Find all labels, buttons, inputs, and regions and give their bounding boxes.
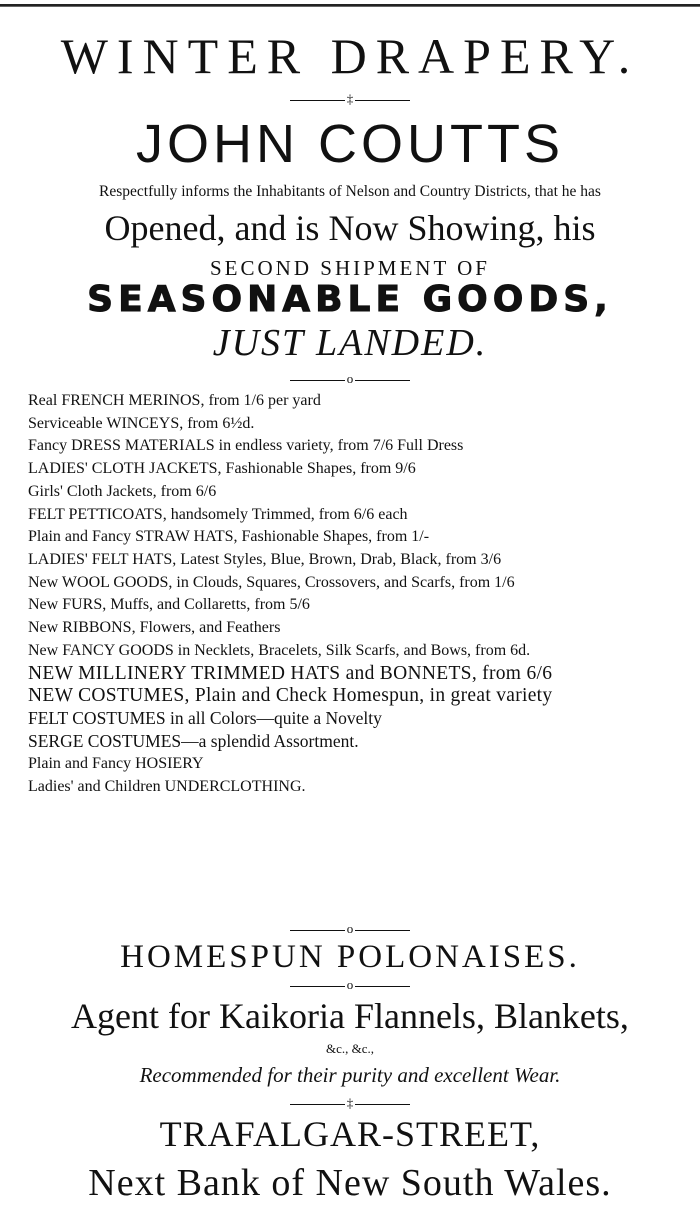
etc-text: &c., &c., <box>325 1041 374 1056</box>
ornament-divider: o <box>0 976 700 994</box>
list-item: NEW MILLINERY TRIMMED HATS and BONNETS, from 6/6 <box>28 663 553 685</box>
list-item: New RIBBONS, Flowers, and Feathers <box>28 619 281 637</box>
agent-heading: Agent for Kaikoria Flannels, Blankets, <box>71 996 629 1036</box>
list-item: Plain and Fancy STRAW HATS, Fashionable Shapes, from 1/- <box>28 528 430 546</box>
recommended-text: Recommended for their purity and excellent Wear. <box>139 1063 561 1087</box>
goods-list <box>28 390 696 799</box>
intro-text: Respectfully informs the Inhabitants of Nelson and Country Districts, that he has <box>99 183 601 200</box>
list-item: Ladies' and Children UNDERCLOTHING. <box>28 778 306 796</box>
list-item: New WOOL GOODS, in Clouds, Squares, Crossovers, and Scarfs, from 1/6 <box>28 573 515 591</box>
top-border <box>0 4 700 7</box>
list-item: New FURS, Muffs, and Collaretts, from 5/6 <box>28 596 310 614</box>
ornament-divider: o <box>0 370 700 388</box>
list-item: NEW COSTUMES, Plain and Check Homespun, in great variety <box>28 685 553 707</box>
opened-heading: Opened, and is Now Showing, his <box>104 208 596 248</box>
list-item: FELT PETTICOATS, handsomely Trimmed, from 6/6 each <box>28 505 408 523</box>
list-item: New FANCY GOODS in Necklets, Bracelets, Silk Scarfs, and Bows, from 6d. <box>28 641 531 659</box>
just-landed-heading: JUST LANDED. <box>212 322 488 364</box>
advert-title: WINTER DRAPERY. <box>60 28 640 84</box>
list-item: LADIES' FELT HATS, Latest Styles, Blue, Brown, Drab, Black, from 3/6 <box>28 550 502 568</box>
list-item: FELT COSTUMES in all Colors—quite a Novelty <box>28 708 382 729</box>
street-heading: TRAFALGAR-STREET, <box>159 1114 541 1154</box>
ornament-divider: ‡ <box>0 90 700 108</box>
list-item: Real FRENCH MERINOS, from 1/6 per yard <box>28 392 321 409</box>
homespun-heading: HOMESPUN POLONAISES. <box>120 939 580 975</box>
list-item: SERGE COSTUMES—a splendid Assortment. <box>28 731 359 752</box>
list-item: LADIES' CLOTH JACKETS, Fashionable Shapes, from 9/6 <box>28 460 416 478</box>
list-item: Serviceable WINCEYS, from 6½d. <box>28 414 255 432</box>
merchant-name: JOHN COUTTS <box>136 114 564 174</box>
seasonable-goods-heading: SEASONABLE GOODS, <box>87 279 613 320</box>
location-heading: Next Bank of New South Wales. <box>88 1162 612 1204</box>
list-item: Girls' Cloth Jackets, from 6/6 <box>28 482 217 500</box>
list-item: Plain and Fancy HOSIERY <box>28 755 204 773</box>
second-shipment-text: SECOND SHIPMENT OF <box>210 256 490 280</box>
ornament-divider: ‡ <box>0 1094 700 1112</box>
list-item: Fancy DRESS MATERIALS in endless variety, from 7/6 Full Dress <box>28 437 464 455</box>
ornament-divider: o <box>0 920 700 938</box>
